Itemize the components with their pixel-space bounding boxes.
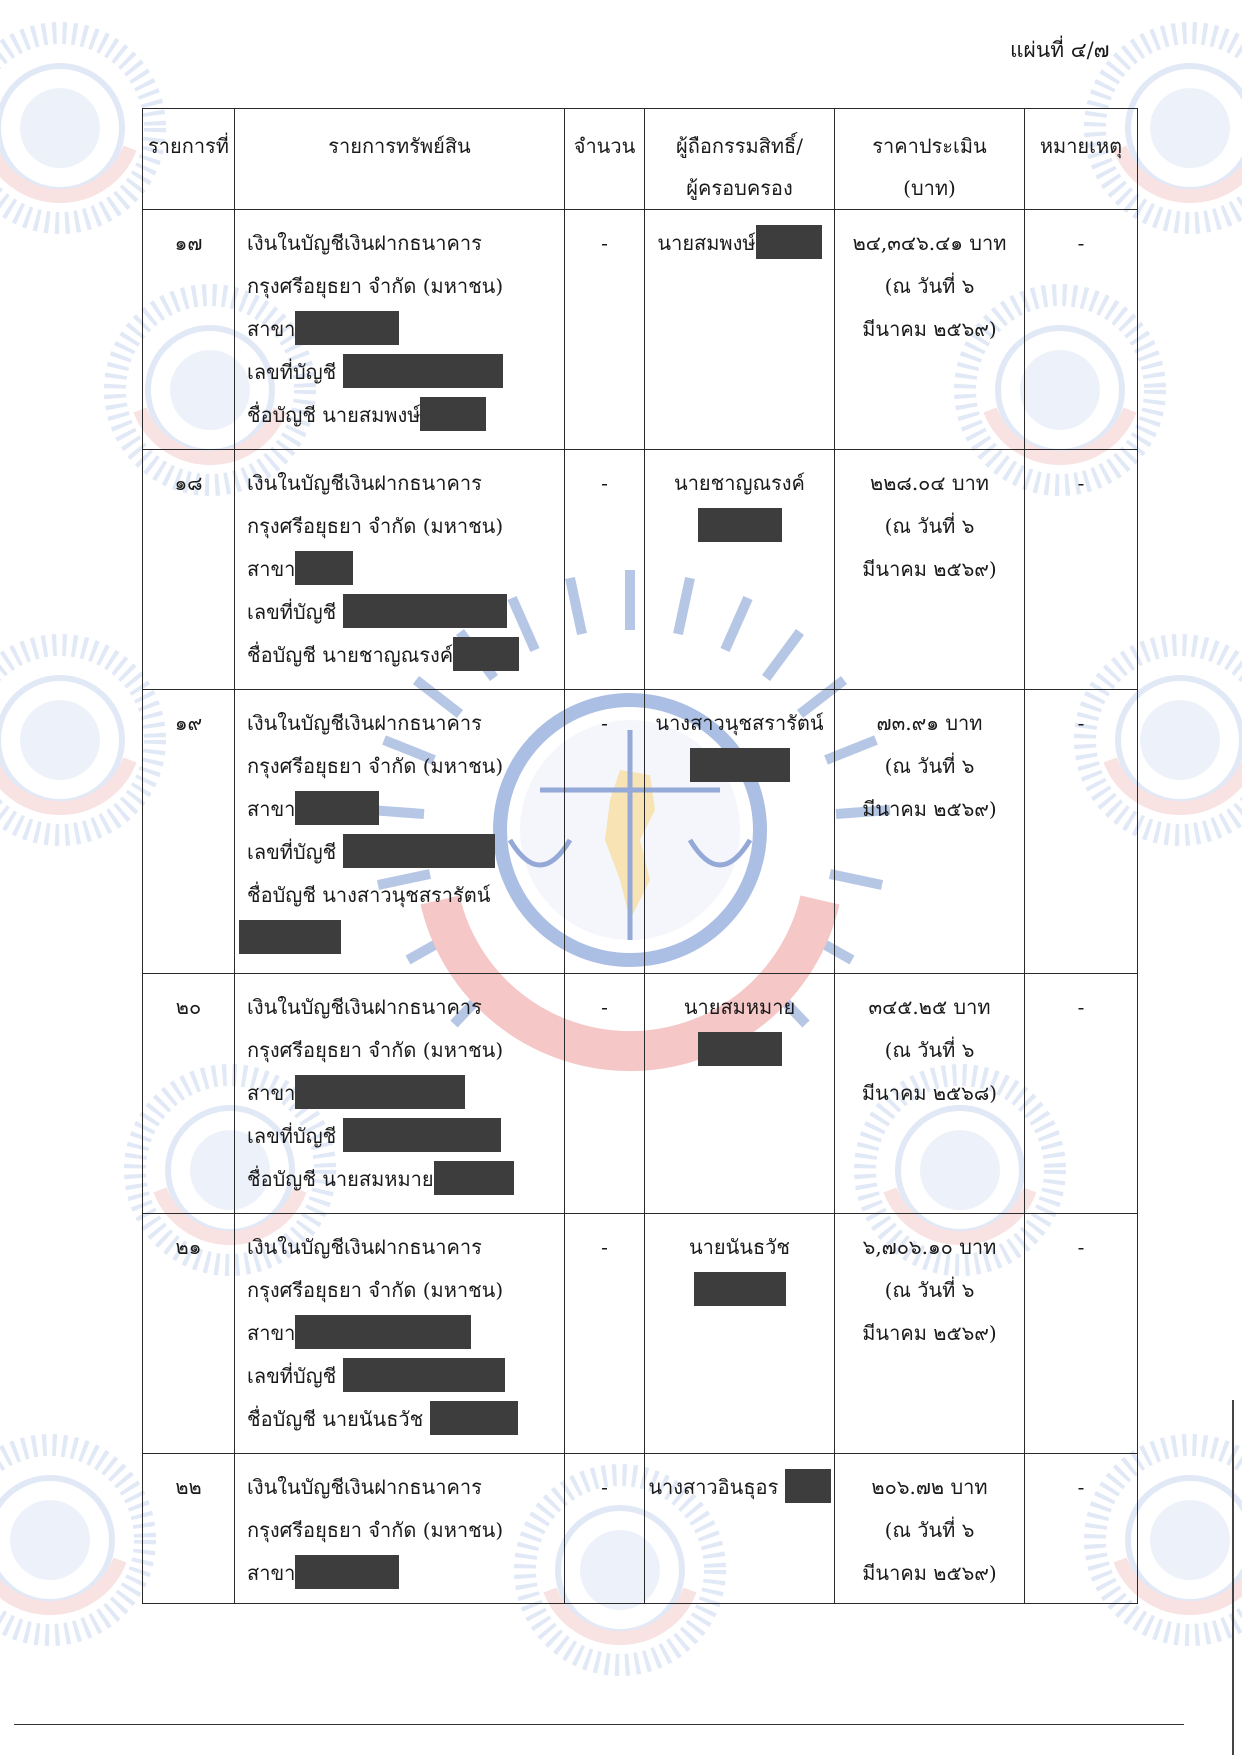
redacted-block xyxy=(343,354,503,388)
owner: นางสาวอินธุอร xyxy=(645,1454,835,1604)
note: - xyxy=(1025,450,1138,690)
asset-desc: เงินในบัญชีเงินฝากธนาคาร กรุงศรีอยุธยา จำกัด (มหาชน) สาขา เลขที่บัญชี ชื่อบัญชี นายนันธวัช xyxy=(235,1214,565,1454)
redacted-block xyxy=(453,637,519,671)
redacted-block xyxy=(295,1075,465,1109)
asset-desc: เงินในบัญชีเงินฝากธนาคาร กรุงศรีอยุธยา จำกัด (มหาชน) สาขา เลขที่บัญชี ชื่อบัญชี นายชาญณรงค์ xyxy=(235,450,565,690)
redacted-block xyxy=(239,920,341,954)
header-quantity: จำนวน xyxy=(565,109,645,210)
header-note: หมายเหตุ xyxy=(1025,109,1138,210)
redacted-block xyxy=(295,1315,471,1349)
redacted-block xyxy=(694,1272,786,1306)
owner: นางสาวนุชสรารัตน์ xyxy=(645,690,835,974)
table-row xyxy=(143,450,1138,690)
note: - xyxy=(1025,1454,1138,1604)
redacted-block xyxy=(434,1161,514,1195)
quantity: - xyxy=(565,690,645,974)
redacted-block xyxy=(343,1358,505,1392)
appraised-price: ๖,๗๐๖.๑๐ บาท (ณ วันที่ ๖ มีนาคม ๒๕๖๙) xyxy=(835,1214,1025,1454)
owner: นายสมหมาย xyxy=(645,974,835,1214)
appraised-price: ๒๒๘.๐๔ บาท (ณ วันที่ ๖ มีนาคม ๒๕๖๙) xyxy=(835,450,1025,690)
asset-desc: เงินในบัญชีเงินฝากธนาคาร กรุงศรีอยุธยา จำกัด (มหาชน) สาขา เลขที่บัญชี ชื่อบัญชี นายสมหมาย xyxy=(235,974,565,1214)
appraised-price: ๓๔๕.๒๕ บาท (ณ วันที่ ๖ มีนาคม ๒๕๖๘) xyxy=(835,974,1025,1214)
asset-desc: เงินในบัญชีเงินฝากธนาคาร กรุงศรีอยุธยา จำกัด (มหาชน) สาขา xyxy=(235,1454,565,1604)
page-number: แผ่นที่ ๔/๗ xyxy=(1010,38,1110,62)
quantity: - xyxy=(565,974,645,1214)
quantity: - xyxy=(565,210,645,450)
redacted-block xyxy=(420,397,486,431)
table-row xyxy=(143,1454,1138,1604)
asset-desc: เงินในบัญชีเงินฝากธนาคาร กรุงศรีอยุธยา จำกัด (มหาชน) สาขา เลขที่บัญชี ชื่อบัญชี นางสาวนุชสรารัตน์ xyxy=(235,690,565,974)
table-header-row xyxy=(143,109,1138,210)
header-asset: รายการทรัพย์สิน xyxy=(235,109,565,210)
owner: นายนันธวัช xyxy=(645,1214,835,1454)
redacted-block xyxy=(690,748,790,782)
asset-desc: เงินในบัญชีเงินฝากธนาคาร กรุงศรีอยุธยา จำกัด (มหาชน) สาขา เลขที่บัญชี ชื่อบัญชี นายสมพงษ์ xyxy=(235,210,565,450)
table-row xyxy=(143,1214,1138,1454)
header-price: ราคาประเมิน (บาท) xyxy=(835,109,1025,210)
item-no: ๒๑ xyxy=(143,1214,235,1454)
owner: นายชาญณรงค์ xyxy=(645,450,835,690)
appraised-price: ๒๐๖.๗๒ บาท (ณ วันที่ ๖ มีนาคม ๒๕๖๙) xyxy=(835,1454,1025,1604)
table-row xyxy=(143,690,1138,974)
quantity: - xyxy=(565,1214,645,1454)
owner: นายสมพงษ์ xyxy=(645,210,835,450)
note: - xyxy=(1025,974,1138,1214)
asset-table xyxy=(142,108,1138,1604)
footer-divider xyxy=(14,1724,1184,1725)
redacted-block xyxy=(698,508,782,542)
appraised-price: ๒๔,๓๔๖.๔๑ บาท (ณ วันที่ ๖ มีนาคม ๒๕๖๙) xyxy=(835,210,1025,450)
redacted-block xyxy=(295,791,379,825)
redacted-block xyxy=(295,311,399,345)
quantity: - xyxy=(565,1454,645,1604)
redacted-block xyxy=(343,834,495,868)
redacted-block xyxy=(343,594,507,628)
redacted-block xyxy=(430,1401,518,1435)
item-no: ๒๒ xyxy=(143,1454,235,1604)
table-row xyxy=(143,210,1138,450)
redacted-block xyxy=(343,1118,501,1152)
redacted-block xyxy=(698,1032,782,1066)
scan-edge-line xyxy=(1232,1400,1234,1755)
header-owner: ผู้ถือกรรมสิทธิ์/ ผู้ครอบครอง xyxy=(645,109,835,210)
quantity: - xyxy=(565,450,645,690)
appraised-price: ๗๓.๙๑ บาท (ณ วันที่ ๖ มีนาคม ๒๕๖๙) xyxy=(835,690,1025,974)
item-no: ๑๗ xyxy=(143,210,235,450)
note: - xyxy=(1025,210,1138,450)
redacted-block xyxy=(295,1555,399,1589)
table-row xyxy=(143,974,1138,1214)
header-item-no: รายการที่ xyxy=(143,109,235,210)
item-no: ๑๘ xyxy=(143,450,235,690)
redacted-block xyxy=(785,1469,831,1503)
redacted-block xyxy=(756,225,822,259)
item-no: ๒๐ xyxy=(143,974,235,1214)
redacted-block xyxy=(295,551,353,585)
note: - xyxy=(1025,1214,1138,1454)
item-no: ๑๙ xyxy=(143,690,235,974)
note: - xyxy=(1025,690,1138,974)
